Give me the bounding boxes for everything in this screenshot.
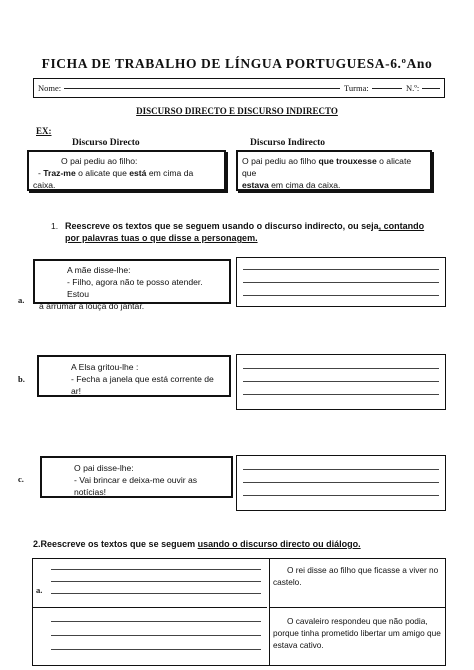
item-b-direct-speech xyxy=(37,355,231,397)
item-b-answer-box[interactable] xyxy=(236,354,446,410)
worksheet-title: FICHA DE TRABALHO DE LÍNGUA PORTUGUESA-6.ºAno xyxy=(41,56,433,71)
direct-example-line2: - Traz-me o alicate que está em cima da xyxy=(38,168,194,178)
example-label: EX: xyxy=(36,126,52,136)
item-2b-text: O cavaleiro respondeu que não podia, porque tinha prometido libertar um amigo que estava cativo. xyxy=(273,616,441,650)
class-label: Turma: xyxy=(344,83,369,93)
direct-example-line1: O pai pediu ao filho: xyxy=(61,156,138,166)
answer-line xyxy=(243,381,439,382)
answer-line[interactable] xyxy=(51,649,261,650)
answer-line xyxy=(243,394,439,395)
direct-speech-example xyxy=(27,150,226,191)
item-b-line2: - Fecha a janela que está corrente de ar! xyxy=(71,374,214,396)
student-info-box xyxy=(33,78,445,98)
answer-line xyxy=(243,269,439,270)
item-a-letter: a. xyxy=(18,295,25,305)
item-b-line1: A Elsa gritou-lhe : xyxy=(71,362,139,372)
answer-line xyxy=(243,368,439,369)
item-2a-text: O rei disse ao filho que ficasse a viver no castelo. xyxy=(273,565,439,587)
indirect-speech-heading: Discurso Indirecto xyxy=(250,138,326,148)
answer-line xyxy=(243,295,439,296)
table-row-divider-left xyxy=(33,607,267,608)
table-row-divider xyxy=(269,607,445,608)
answer-line[interactable] xyxy=(51,569,261,570)
item-a-direct-speech xyxy=(33,259,231,311)
item-c-direct-speech xyxy=(40,456,233,498)
item-c-letter: c. xyxy=(18,474,24,484)
exercise2-table xyxy=(32,558,446,666)
name-field[interactable] xyxy=(64,77,340,89)
section-title: DISCURSO DIRECTO E DISCURSO INDIRECTO xyxy=(136,106,338,116)
exercise2-instructions: 2.Reescreve os textos que se seguem usando o discurso directo ou diálogo. xyxy=(33,539,361,549)
answer-line xyxy=(243,495,439,496)
direct-example-line3: caixa. xyxy=(33,180,56,190)
indirect-example-text: O pai pediu ao filho que trouxesse o alicate que estava em cima da caixa. xyxy=(242,156,412,190)
item-c-answer-box[interactable] xyxy=(236,455,446,511)
class-field[interactable] xyxy=(372,77,402,89)
item-a-line2: - Filho, agora não te posso atender. Estou xyxy=(67,277,203,299)
item-c-line1: O pai disse-lhe: xyxy=(74,463,134,473)
table-column-divider xyxy=(269,559,270,665)
item-a-answer-box[interactable] xyxy=(236,257,446,307)
exercise1-instructions: Reescreve os textos que se seguem usando o discurso indirecto, ou seja, contando por palavras tuas o que disse a personagem. xyxy=(65,221,425,243)
item-b-letter: b. xyxy=(18,374,25,384)
answer-line[interactable] xyxy=(51,621,261,622)
answer-line[interactable] xyxy=(51,593,261,594)
direct-speech-heading: Discurso Directo xyxy=(72,138,140,148)
exercise1-number: 1. xyxy=(51,221,59,231)
answer-line xyxy=(243,282,439,283)
indirect-speech-example xyxy=(236,150,432,191)
answer-line[interactable] xyxy=(51,581,261,582)
answer-line[interactable] xyxy=(51,635,261,636)
item-a-line3: a arrumar a louça do jantar. xyxy=(39,301,145,311)
item-2a-letter: a. xyxy=(36,585,43,595)
answer-line xyxy=(243,482,439,483)
number-field[interactable] xyxy=(422,77,440,89)
item-c-line2: - Vai brincar e deixa-me ouvir as notícias! xyxy=(74,475,198,497)
item-a-line1: A mãe disse-lhe: xyxy=(67,265,131,275)
number-label: N.º: xyxy=(406,83,420,93)
name-label: Nome: xyxy=(38,83,62,93)
answer-line xyxy=(243,469,439,470)
